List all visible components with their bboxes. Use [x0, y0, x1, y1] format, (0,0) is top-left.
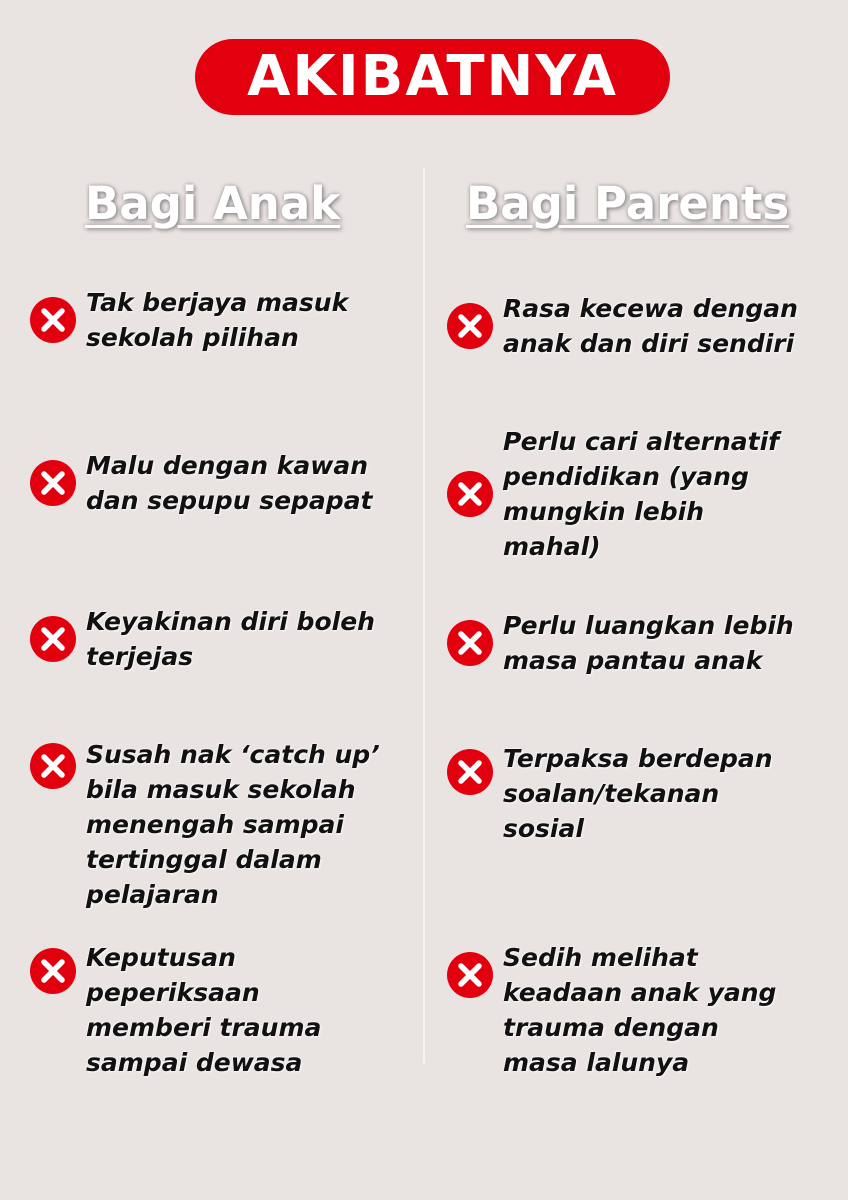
x-mark-icon	[30, 460, 76, 506]
item-line: menengah sampai	[86, 810, 344, 839]
list-item-parents-2	[447, 424, 822, 564]
item-line: Susah nak ‘catch up’	[86, 740, 380, 769]
x-mark-icon	[447, 303, 493, 349]
heading-bagi-parents: Bagi Parents	[466, 177, 790, 230]
item-line: sekolah pilihan	[86, 323, 299, 352]
item-line: Tak berjaya masuk	[86, 288, 349, 317]
item-text	[86, 604, 398, 674]
item-text	[503, 291, 822, 361]
item-text	[503, 608, 822, 678]
list-item-parents-3	[447, 608, 822, 678]
item-line: masa pantau anak	[503, 646, 763, 675]
item-line: Perlu cari alternatif	[503, 427, 780, 456]
item-line: soalan/tekanan	[503, 779, 720, 808]
item-line: Sedih melihat	[503, 943, 698, 972]
item-line: memberi trauma	[86, 1013, 322, 1042]
list-item-anak-5	[30, 940, 400, 1080]
x-mark-icon	[30, 743, 76, 789]
item-line: anak dan diri sendiri	[503, 329, 795, 358]
item-line: masa lalunya	[503, 1048, 690, 1077]
item-line: sampai dewasa	[86, 1048, 303, 1077]
list-item-parents-5	[447, 940, 822, 1080]
item-line: trauma dengan	[503, 1013, 719, 1042]
list-item-anak-2	[30, 448, 400, 518]
item-line: tertinggal dalam	[86, 845, 322, 874]
x-mark-icon	[30, 297, 76, 343]
x-mark-icon	[447, 620, 493, 666]
item-line: bila masuk sekolah	[86, 775, 356, 804]
item-text	[86, 737, 398, 912]
item-text	[86, 940, 398, 1080]
item-line: Keputusan	[86, 943, 236, 972]
item-text	[503, 940, 822, 1080]
item-line: terjejas	[86, 642, 194, 671]
item-line: Rasa kecewa dengan	[503, 294, 798, 323]
heading-bagi-anak: Bagi Anak	[85, 177, 341, 230]
item-text	[503, 741, 822, 846]
list-item-parents-1	[447, 291, 822, 361]
item-line: Terpaksa berdepan	[503, 744, 773, 773]
item-line: mahal)	[503, 532, 601, 561]
x-mark-icon	[447, 471, 493, 517]
item-line: keadaan anak yang	[503, 978, 777, 1007]
x-mark-icon	[30, 948, 76, 994]
item-line: Perlu luangkan lebih	[503, 611, 794, 640]
list-item-parents-4	[447, 741, 822, 846]
item-text	[503, 424, 822, 564]
item-line: dan sepupu sepapat	[86, 486, 373, 515]
item-text	[86, 448, 398, 518]
page-title: AKIBATNYA	[247, 44, 618, 109]
item-line: peperiksaan	[86, 978, 260, 1007]
x-mark-icon	[30, 616, 76, 662]
item-line: Malu dengan kawan	[86, 451, 368, 480]
x-mark-icon	[447, 749, 493, 795]
list-item-anak-4	[30, 737, 400, 912]
item-line: mungkin lebih	[503, 497, 705, 526]
item-line: Keyakinan diri boleh	[86, 607, 375, 636]
item-line: sosial	[503, 814, 584, 843]
column-divider	[423, 168, 425, 1063]
title-banner	[195, 39, 670, 115]
x-mark-icon	[447, 952, 493, 998]
item-line: pendidikan (yang	[503, 462, 749, 491]
item-text	[86, 285, 398, 355]
list-item-anak-3	[30, 604, 400, 674]
item-line: pelajaran	[86, 880, 219, 909]
list-item-anak-1	[30, 285, 400, 355]
